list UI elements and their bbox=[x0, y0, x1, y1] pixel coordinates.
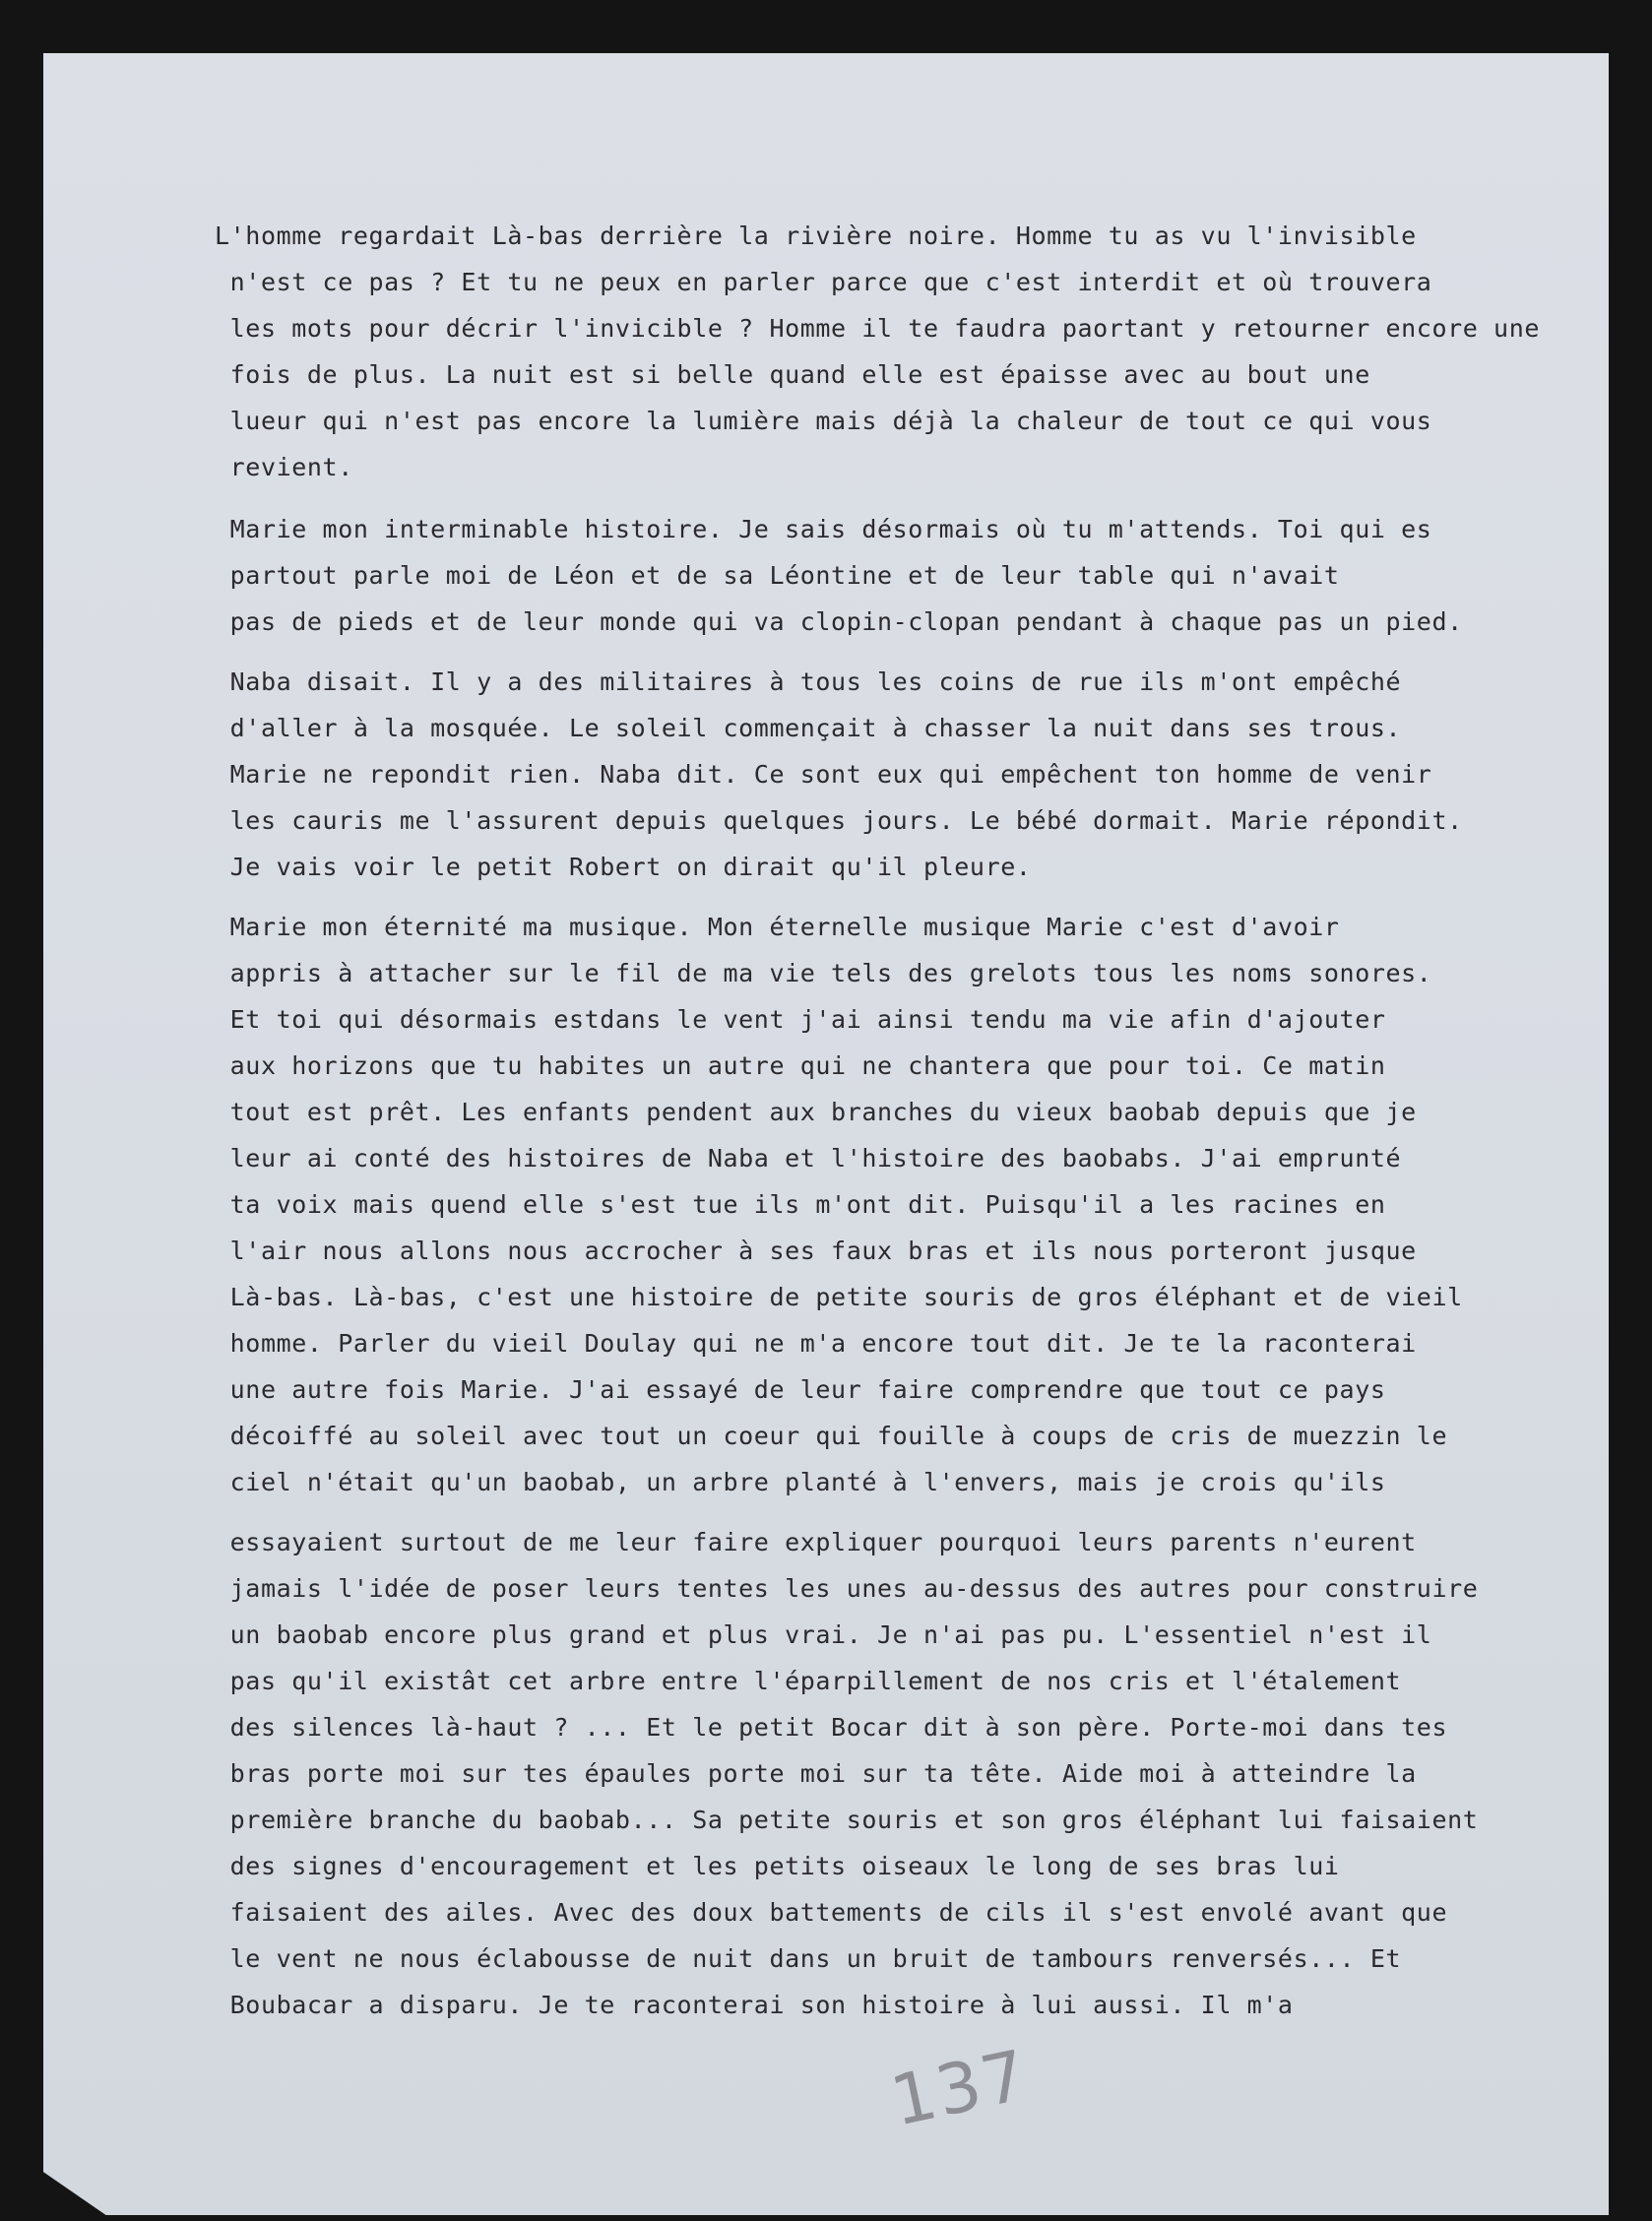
text-line: Marie mon interminable histoire. Je sais désormais où tu m'attends. Toi qui es bbox=[215, 515, 1432, 543]
paragraph bbox=[215, 506, 1613, 645]
text-line: Boubacar a disparu. Je te raconterai son histoire à lui aussi. Il m'a bbox=[215, 1991, 1294, 2019]
paragraph-gap bbox=[215, 645, 1613, 659]
paragraph bbox=[215, 213, 1613, 490]
text-line: L'homme regardait Là-bas derrière la rivière noire. Homme tu as vu l'invisible bbox=[215, 222, 1417, 250]
text-line: une autre fois Marie. J'ai essayé de leur faire comprendre que tout ce pays bbox=[215, 1375, 1386, 1404]
text-line: Marie ne repondit rien. Naba dit. Ce sont eux qui empêchent ton homme de venir bbox=[215, 760, 1432, 789]
text-line: des silences là-haut ? ... Et le petit Bocar dit à son père. Porte-moi dans tes bbox=[215, 1713, 1448, 1742]
paragraph bbox=[215, 1519, 1613, 2028]
text-line: Marie mon éternité ma musique. Mon éternelle musique Marie c'est d'avoir bbox=[215, 913, 1340, 941]
text-line: des signes d'encouragement et les petits oiseaux le long de ses bras lui bbox=[215, 1852, 1340, 1880]
text-line: un baobab encore plus grand et plus vrai. Je n'ai pas pu. L'essentiel n'est il bbox=[215, 1620, 1432, 1649]
paragraph bbox=[215, 904, 1613, 1505]
text-line: jamais l'idée de poser leurs tentes les unes au-dessus des autres pour construire bbox=[215, 1574, 1479, 1603]
text-line: Je vais voir le petit Robert on dirait qu'il pleure. bbox=[215, 853, 1032, 881]
text-line: partout parle moi de Léon et de sa Léontine et de leur table qui n'avait bbox=[215, 561, 1340, 590]
text-line: pas qu'il existât cet arbre entre l'éparpillement de nos cris et l'étalement bbox=[215, 1667, 1402, 1695]
text-line: lueur qui n'est pas encore la lumière mais déjà la chaleur de tout ce qui vous bbox=[215, 407, 1432, 435]
text-line: ciel n'était qu'un baobab, un arbre planté à l'envers, mais je crois qu'ils bbox=[215, 1468, 1386, 1496]
text-line: ta voix mais quend elle s'est tue ils m'ont dit. Puisqu'il a les racines en bbox=[215, 1190, 1386, 1219]
text-line: les cauris me l'assurent depuis quelques jours. Le bébé dormait. Marie répondit. bbox=[215, 806, 1463, 835]
text-line: homme. Parler du vieil Doulay qui ne m'a encore tout dit. Je te la raconterai bbox=[215, 1329, 1417, 1358]
text-line: pas de pieds et de leur monde qui va clopin-clopan pendant à chaque pas un pied. bbox=[215, 607, 1463, 636]
text-line: Naba disait. Il y a des militaires à tous les coins de rue ils m'ont empêché bbox=[215, 667, 1402, 696]
text-line: revient. bbox=[215, 453, 353, 481]
text-line: n'est ce pas ? Et tu ne peux en parler parce que c'est interdit et où trouvera bbox=[215, 268, 1432, 296]
text-line: essayaient surtout de me leur faire expliquer pourquoi leurs parents n'eurent bbox=[215, 1528, 1417, 1556]
text-line: le vent ne nous éclabousse de nuit dans un bruit de tambours renversés... Et bbox=[215, 1944, 1402, 1973]
text-line: tout est prêt. Les enfants pendent aux branches du vieux baobab depuis que je bbox=[215, 1098, 1417, 1126]
typed-text-body bbox=[215, 213, 1613, 2028]
paragraph-gap bbox=[215, 890, 1613, 904]
text-line: les mots pour décrir l'invicible ? Homme il te faudra paortant y retourner encore une bbox=[215, 314, 1541, 343]
text-line: l'air nous allons nous accrocher à ses faux bras et ils nous porteront jusque bbox=[215, 1237, 1417, 1265]
paragraph bbox=[215, 659, 1613, 890]
text-line: d'aller à la mosquée. Le soleil commençait à chasser la nuit dans ses trous. bbox=[215, 714, 1402, 742]
text-line: aux horizons que tu habites un autre qui ne chantera que pour toi. Ce matin bbox=[215, 1051, 1386, 1080]
paragraph-gap bbox=[215, 1505, 1613, 1519]
text-line: première branche du baobab... Sa petite souris et son gros éléphant lui faisaient bbox=[215, 1806, 1479, 1834]
text-line: leur ai conté des histoires de Naba et l'histoire des baobabs. J'ai emprunté bbox=[215, 1144, 1402, 1173]
text-line: bras porte moi sur tes épaules porte moi sur ta tête. Aide moi à atteindre la bbox=[215, 1759, 1417, 1788]
text-line: appris à attacher sur le fil de ma vie tels des grelots tous les noms sonores. bbox=[215, 959, 1432, 987]
paragraph-gap bbox=[215, 490, 1613, 506]
text-line: Là-bas. Là-bas, c'est une histoire de petite souris de gros éléphant et de vieil bbox=[215, 1283, 1463, 1311]
text-line: fois de plus. La nuit est si belle quand elle est épaisse avec au bout une bbox=[215, 360, 1370, 389]
text-line: faisaient des ailes. Avec des doux battements de cils il s'est envolé avant que bbox=[215, 1898, 1448, 1927]
text-line: décoiffé au soleil avec tout un coeur qui fouille à coups de cris de muezzin le bbox=[215, 1422, 1448, 1450]
text-line: Et toi qui désormais estdans le vent j'ai ainsi tendu ma vie afin d'ajouter bbox=[215, 1005, 1386, 1034]
handwritten-page-number: 137 bbox=[884, 2034, 1036, 2142]
